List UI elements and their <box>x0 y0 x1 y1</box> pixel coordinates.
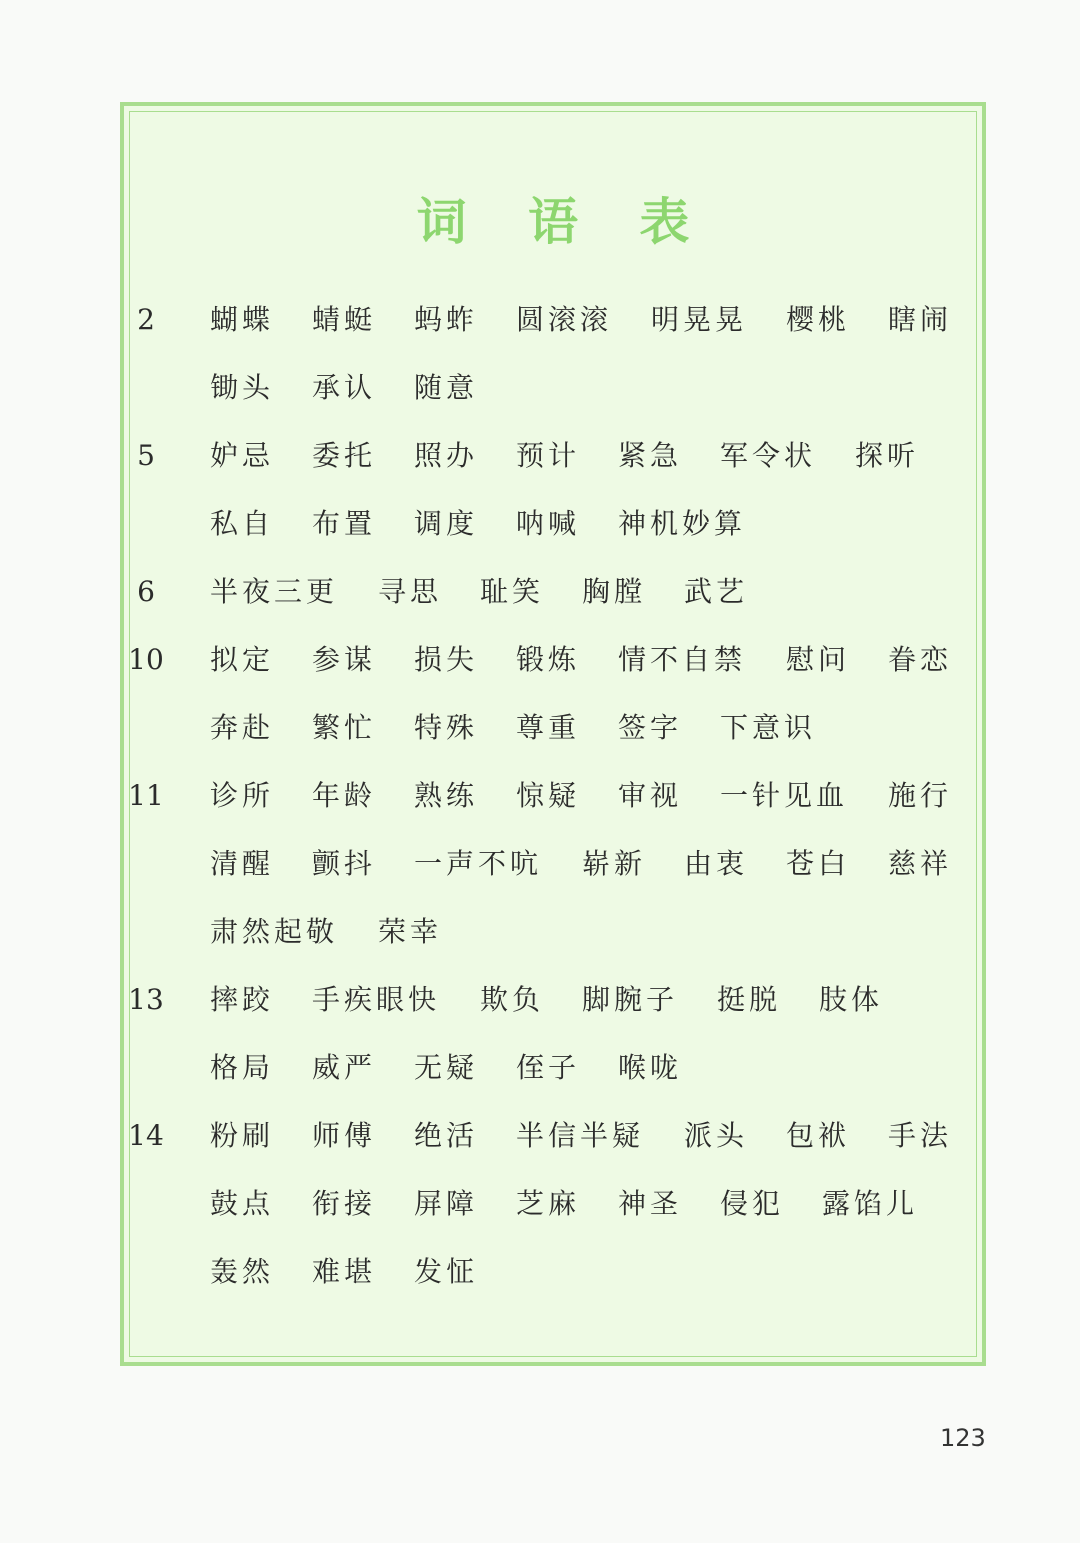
vocabulary-word: 轰然 <box>210 1255 275 1288</box>
vocabulary-word: 苍白 <box>786 847 851 880</box>
vocabulary-word: 发怔 <box>414 1255 479 1288</box>
vocabulary-frame <box>120 102 986 1366</box>
lesson-number: 14 <box>128 1119 164 1152</box>
vocabulary-word: 芝麻 <box>516 1187 581 1220</box>
vocabulary-word: 布置 <box>312 507 377 540</box>
vocabulary-word: 下意识 <box>720 711 817 744</box>
vocabulary-word: 屏障 <box>414 1187 479 1220</box>
vocabulary-word: 蝴蝶 <box>210 303 275 336</box>
page-number: 123 <box>940 1424 986 1452</box>
vocabulary-word: 委托 <box>312 439 377 472</box>
vocabulary-word: 肢体 <box>819 983 884 1016</box>
page-title: 词 语 表 <box>416 193 712 251</box>
vocabulary-word: 半夜三更 <box>210 575 339 608</box>
vocabulary-word: 眷恋 <box>888 643 953 676</box>
vocabulary-word: 损失 <box>414 643 479 676</box>
vocabulary-word: 蚂蚱 <box>414 303 479 336</box>
vocabulary-word: 呐喊 <box>516 507 581 540</box>
vocabulary-word: 紧急 <box>618 439 683 472</box>
lesson-number: 11 <box>128 779 164 812</box>
lesson-number: 5 <box>137 439 155 472</box>
vocabulary-word: 神圣 <box>618 1187 683 1220</box>
vocabulary-word: 私自 <box>210 507 275 540</box>
vocabulary-word: 清醒 <box>210 847 275 880</box>
vocabulary-word: 照办 <box>414 439 479 472</box>
vocabulary-word: 派头 <box>684 1119 749 1152</box>
vocabulary-word: 耻笑 <box>480 575 545 608</box>
vocabulary-word: 惊疑 <box>516 779 581 812</box>
vocabulary-word: 胸膛 <box>582 575 647 608</box>
vocabulary-word: 绝活 <box>414 1119 479 1152</box>
vocabulary-word: 奔赴 <box>210 711 275 744</box>
vocabulary-word: 武艺 <box>684 575 749 608</box>
vocabulary-word: 摔跤 <box>210 983 275 1016</box>
vocabulary-word: 随意 <box>414 371 479 404</box>
vocabulary-word: 崭新 <box>582 847 647 880</box>
vocabulary-word: 特殊 <box>414 711 479 744</box>
vocabulary-word: 师傅 <box>312 1119 377 1152</box>
vocabulary-word: 包袱 <box>786 1119 851 1152</box>
vocabulary-word: 年龄 <box>312 779 377 812</box>
vocabulary-word: 探听 <box>855 439 920 472</box>
vocabulary-word: 蜻蜓 <box>312 303 377 336</box>
vocabulary-word: 瞎闹 <box>888 303 953 336</box>
vocabulary-word: 肃然起敬 <box>210 915 339 948</box>
vocabulary-word: 鼓点 <box>210 1187 275 1220</box>
vocabulary-word: 诊所 <box>210 779 275 812</box>
vocabulary-word: 颤抖 <box>312 847 377 880</box>
vocabulary-word: 神机妙算 <box>618 507 747 540</box>
vocabulary-word: 寻思 <box>378 575 443 608</box>
vocabulary-word: 侵犯 <box>720 1187 785 1220</box>
vocabulary-word: 无疑 <box>414 1051 479 1084</box>
vocabulary-list <box>124 106 982 1362</box>
vocabulary-word: 樱桃 <box>786 303 851 336</box>
vocabulary-word: 尊重 <box>516 711 581 744</box>
vocabulary-word: 露馅儿 <box>822 1187 919 1220</box>
vocabulary-word: 喉咙 <box>618 1051 683 1084</box>
vocabulary-word: 欺负 <box>480 983 545 1016</box>
vocabulary-word: 侄子 <box>516 1051 581 1084</box>
vocabulary-word: 手疾眼快 <box>312 983 441 1016</box>
vocabulary-word: 锄头 <box>210 371 275 404</box>
vocabulary-word: 情不自禁 <box>618 643 747 676</box>
vocabulary-word: 锻炼 <box>516 643 581 676</box>
vocabulary-word: 慈祥 <box>888 847 953 880</box>
vocabulary-word: 粉刷 <box>210 1119 275 1152</box>
vocabulary-word: 荣幸 <box>378 915 443 948</box>
vocabulary-word: 半信半疑 <box>516 1119 645 1152</box>
vocabulary-word: 军令状 <box>720 439 817 472</box>
vocabulary-word: 威严 <box>312 1051 377 1084</box>
vocabulary-word: 由衷 <box>684 847 749 880</box>
vocabulary-word: 难堪 <box>312 1255 377 1288</box>
vocabulary-word: 一声不吭 <box>414 847 543 880</box>
vocabulary-word: 预计 <box>516 439 581 472</box>
vocabulary-word: 衔接 <box>312 1187 377 1220</box>
lesson-number: 2 <box>137 303 155 336</box>
vocabulary-word: 熟练 <box>414 779 479 812</box>
vocabulary-word: 明晃晃 <box>651 303 748 336</box>
vocabulary-word: 拟定 <box>210 643 275 676</box>
lesson-number: 10 <box>128 643 164 676</box>
vocabulary-word: 调度 <box>414 507 479 540</box>
vocabulary-word: 慰问 <box>786 643 851 676</box>
vocabulary-word: 挺脱 <box>717 983 782 1016</box>
vocabulary-word: 妒忌 <box>210 439 275 472</box>
vocabulary-word: 圆滚滚 <box>516 303 613 336</box>
vocabulary-word: 一针见血 <box>720 779 849 812</box>
vocabulary-word: 格局 <box>210 1051 275 1084</box>
vocabulary-word: 施行 <box>888 779 953 812</box>
vocabulary-word: 繁忙 <box>312 711 377 744</box>
lesson-number: 6 <box>137 575 155 608</box>
vocabulary-word: 签字 <box>618 711 683 744</box>
vocabulary-word: 脚腕子 <box>582 983 679 1016</box>
vocabulary-word: 审视 <box>618 779 683 812</box>
vocabulary-word: 手法 <box>888 1119 953 1152</box>
vocabulary-word: 参谋 <box>312 643 377 676</box>
vocabulary-word: 承认 <box>312 371 377 404</box>
lesson-number: 13 <box>128 983 164 1016</box>
